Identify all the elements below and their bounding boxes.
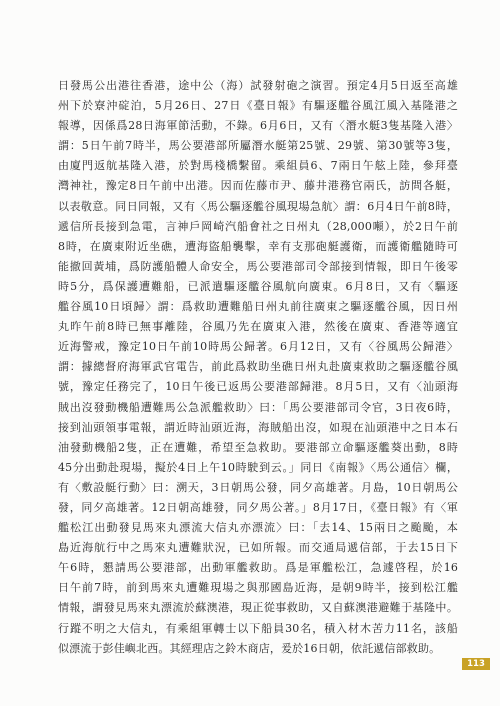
text-line: 島近海航行中之馬來丸遭難狀況，已如所報。而交通局遞信部，于去15日下 [58,541,458,555]
text-line: 能撤回黃埔，爲防護船體人命安全，馬公要港部司令部接到情報，即日午後零 [58,259,458,273]
page-number-badge: 113 [462,658,490,670]
text-line: 8時，在廣東附近坐礁，遭海盜船襲擊，幸有支那砲艇護衛，而護衛艦隨時可 [58,239,458,253]
text-line: 發，同夕高雄著。12日朝高雄發，同夕馬公著。」8月17日，《臺日報》有〈軍 [58,500,458,514]
text-line: 報導，因係爲28日海軍節活動，不錄。6月6日，又有〈潛水艇3隻基隆入港〉 [58,119,458,133]
text-line: 由廈門返航基隆入港，於對馬棧橋繫留。乘組員6、7兩日午舷上陸，參拜臺 [58,159,458,173]
text-line: 賊出沒發動機船遭難馬公急派艦救助〉曰：「馬公要港部司令官，3日夜6時， [58,400,458,414]
text-line: 接到汕頭領事電報，謂近時汕頭近海，海賊船出沒，如現在汕頭港中之日本石 [58,420,458,434]
text-line: 油發動機船2隻，正在遭難，希望至急救助。要港部立命驅逐艦葵出動，8時 [58,440,458,454]
text-line: 似漂流于彭佳嶼北西。其經理店之鈴木商店，爰於16日朝，依託遞信部救助。 [58,641,441,655]
text-line: 時5分，爲保護遭難船，已派遣驅逐艦谷風航向廣東。6月8日，又有〈驅逐 [58,279,458,293]
text-line: 州下於寮沖碇泊，5月26日、27日《臺日報》有驅逐艦谷風江風入基隆港之 [58,99,458,113]
text-line: 號，豫定任務完了，10日午後已返馬公要港部歸港。8月5日，又有〈汕頭海 [58,380,458,394]
text-line: 艦谷風10日頃歸〉謂：爲救助遭難船日州丸前往廣東之驅逐艦谷風，因日州 [58,300,458,314]
text-line: 丸昨午前8時已無事離陸，谷風乃先在廣東入港，然後在廣東、香港等適宜 [58,320,458,334]
text-line: 日發馬公出港往香港，途中公（海）試發射砲之演習。預定4月5日返至高雄 [58,79,458,92]
text-line: 行蹤不明之大信丸，有乘組軍轉士以下船員30名，積入材木苦力11名，該船 [58,621,458,635]
text-line: 灣神社，豫定8日午前中出港。因而佐藤市尹、藤井港務官兩氏，訪問各艇， [58,179,458,193]
text-line: 午6時，懇請馬公要港部，出動軍艦救助。爲是軍艦松江，急遽啓程，於16 [58,561,458,575]
text-line: 45分出動赴現場，擬於4日上午10時駛到云。」同日《南報》〈馬公通信〉欄， [58,460,458,474]
text-line: 謂：據總督府海軍武官電告，前此爲救助坐礁日州丸赴廣東救助之驅逐艦谷風 [58,360,458,374]
text-line: 謂：5日午前7時半，馬公要港部所屬潛水艇第25號、29號、第30號等3隻， [58,139,458,153]
text-line: 遞信所長接到急電，言神戶岡崎汽船會社之日州丸（28,000噸），於2日午前 [58,219,458,233]
text-line: 艦松江出動發見馬來丸漂流大信丸亦漂流〉曰：「去14、15兩日之颱颱，本 [58,521,458,535]
text-line: 日午前7時，前到馬來丸遭難現場之與那國島近海，是朝9時半，接到松江艦 [58,581,458,595]
text-line: 有〈敷設艇行動〉曰：溯天，3日朝馬公發，同夕高雄著。月島，10日朝馬公 [58,480,458,494]
body-text [58,76,458,659]
text-line: 近海警戒，豫定10日午前10時馬公歸著。6月12日，又有〈谷風馬公歸港〉 [58,340,458,354]
text-line: 情報，謂發見馬來丸漂流於蘇澳港，現正從事救助，又自蘇澳港避難于基隆中。 [58,601,458,615]
text-line: 以表敬意。同日同報，又有〈馬公驅逐艦谷風現場急航〉謂：6月4日午前8時， [58,199,458,213]
